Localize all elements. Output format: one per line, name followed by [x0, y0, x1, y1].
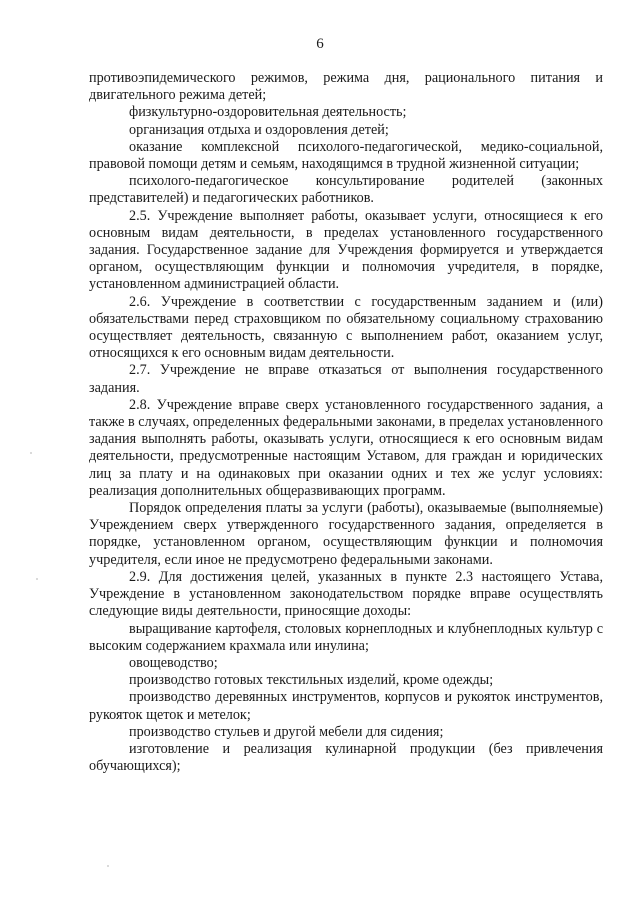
scan-speck	[107, 865, 109, 867]
list-item: физкультурно-оздоровительная деятельность;	[129, 104, 407, 121]
paragraph: Порядок определения платы за услуги (работы), оказываемые (выполняемые) Учреждением сверх утвержденного государственного задания, определяется в порядке, установленном органом, осуществляющим функции и полномочия учредителя, если иное не предусмотрено федеральными законами.	[89, 500, 603, 568]
document-body	[89, 70, 603, 775]
clause-2-7: 2.7. Учреждение не вправе отказаться от выполнения государственного задания.	[89, 362, 603, 396]
list-item: производство деревянных инструментов, корпусов и рукояток инструментов, рукояток щеток и метелок;	[89, 689, 603, 723]
list-item: психолого-педагогическое консультирование родителей (законных представителей) и педагогических работников.	[89, 173, 603, 207]
scan-speck	[36, 578, 38, 580]
list-item: изготовление и реализация кулинарной продукции (без привлечения обучающихся);	[89, 740, 603, 775]
list-item: оказание комплексной психолого-педагогической, медико-социальной, правовой помощи детям и семьям, находящимся в трудной жизненной ситуации;	[89, 138, 603, 173]
list-item: производство стульев и другой мебели для сидения;	[129, 723, 444, 740]
list-item: организация отдыха и оздоровления детей;	[129, 121, 389, 138]
list-item: овощеводство;	[129, 654, 218, 671]
paragraph: противоэпидемического режимов, режима дня, рационального питания и двигательного режима детей;	[89, 70, 603, 104]
list-item: выращивание картофеля, столовых корнеплодных и клубнеплодных культур с высоким содержанием крахмала или инулина;	[89, 620, 603, 654]
clause-2-5: 2.5. Учреждение выполняет работы, оказывает услуги, относящиеся к его основным видам деятельности, в пределах установленного государственного задания. Государственное задание для Учреждения формируется и утверждается органом, осуществляющим функции и полномочия учредителя, в порядке, установленном администрацией области.	[89, 207, 603, 293]
list-item: производство готовых текстильных изделий, кроме одежды;	[129, 672, 494, 689]
clause-2-9: 2.9. Для достижения целей, указанных в пункте 2.3 настоящего Устава, Учреждение в установленном законодательством порядке вправе осуществлять следующие виды деятельности, приносящие доходы:	[89, 568, 603, 620]
clause-2-6: 2.6. Учреждение в соответствии с государственным заданием и (или) обязательствами перед страховщиком по обязательному социальному страхованию осуществляет деятельность, связанную с выполнением работ, оказанием услуг, относящихся к его основным видам деятельности.	[89, 293, 603, 362]
clause-2-8: 2.8. Учреждение вправе сверх установленного государственного задания, а также в случаях, определенных федеральными законами, в пределах установленного задания выполнять работы, оказывать услуги, относящиеся к его основным видам деятельности, предусмотренные настоящим Уставом, для граждан и юридических лиц за плату и на одинаковых при оказании одних и тех же услуг условиях: реализация дополнительных общеразвивающих программ.	[89, 396, 603, 499]
page-number: 6	[316, 36, 324, 52]
scan-speck	[30, 452, 32, 454]
